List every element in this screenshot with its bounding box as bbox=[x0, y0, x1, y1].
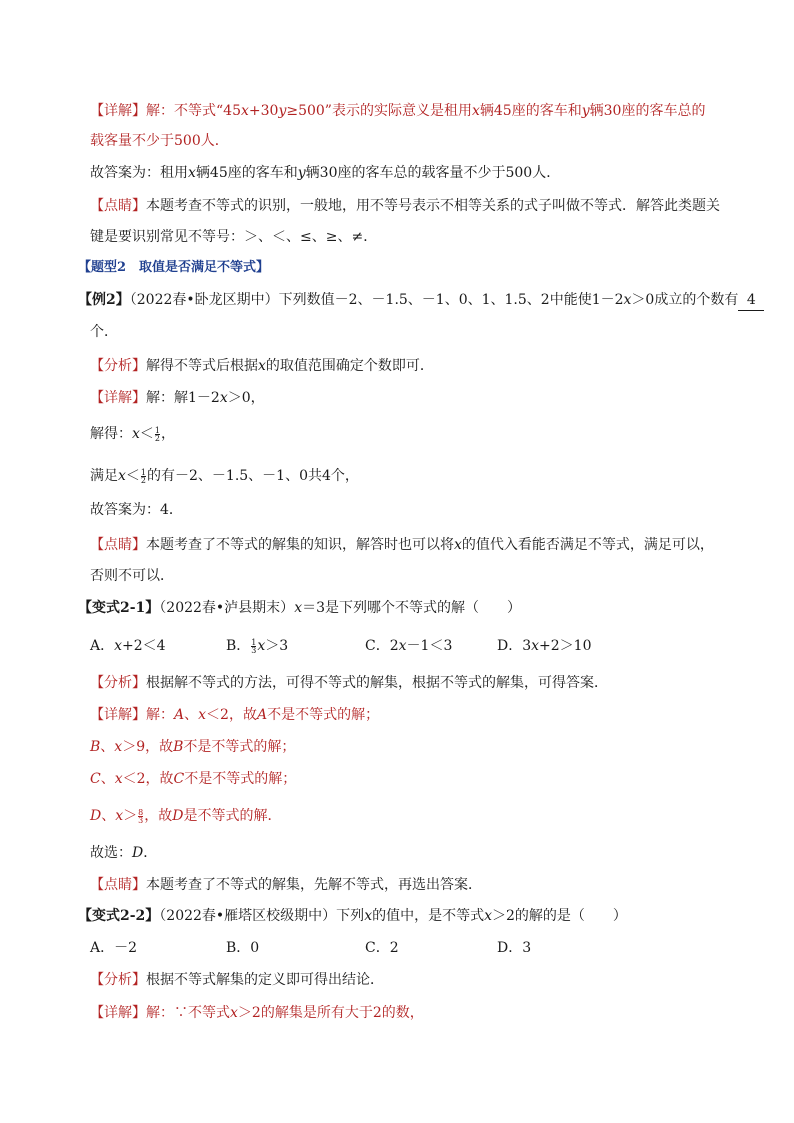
variant-2-1-detail-d: D、x＞ $\frac{8}{3}$ ，故D是不等式的解． bbox=[90, 807, 282, 825]
variant-2-1-comment: 【点睛】本题考查了不等式的解集，先解不等式，再选出答案． bbox=[90, 877, 482, 893]
example-2-comment-1: 【点睛】本题考查了不等式的解集的知识，解答时也可以将x的值代入看能否满足不等式，满足可以， bbox=[90, 537, 714, 553]
detail-line-2: 载客量不少于500人． bbox=[90, 133, 229, 149]
example-2-answer: 故答案为：4． bbox=[90, 502, 183, 518]
variant-2-2-option-c[interactable]: C．2 bbox=[365, 940, 399, 956]
example-2-question-cont: 个． bbox=[90, 324, 118, 340]
fraction-one-half: $\frac{1}{2}$ bbox=[140, 467, 146, 485]
variant-2-1-option-a[interactable]: A．x+2＜4 bbox=[90, 638, 166, 654]
example-2-question: 【例2】（2022春•卧龙区期中）下列数值－2、－1.5、－1、0、1、1.5、2中能使1－2x＞0成立的个数有 4 bbox=[78, 290, 764, 311]
variant-2-2-option-b[interactable]: B．0 bbox=[226, 940, 260, 956]
comment-line-1: 【点睛】本题考查不等式的识别，一般地，用不等号表示不相等关系的式子叫做不等式．解答此类题关 bbox=[90, 198, 720, 214]
example-2-detail: 【详解】解：解1－2x＞0， bbox=[90, 390, 265, 406]
variant-2-1-question: 【变式2-1】（2022春•泸县期末）x＝3是下列哪个不等式的解（ ） bbox=[78, 600, 522, 616]
variant-2-1-detail-b: B、x＞9，故B不是不等式的解； bbox=[90, 739, 296, 755]
answer-blank: 4 bbox=[738, 290, 764, 311]
variant-2-2-question: 【变式2-2】（2022春•雁塔区校级期中）下列x的值中，是不等式x＞2的解的是（ ） bbox=[78, 908, 627, 924]
comment-tag: 【点睛】 bbox=[90, 198, 146, 214]
variant-2-1-option-b[interactable]: B． $\frac{1}{3}$ x＞3 bbox=[226, 637, 289, 655]
variant-2-1-option-c[interactable]: C．2x－1＜3 bbox=[365, 638, 453, 654]
variant-2-1-detail-a: 【详解】解：A、x＜2，故A不是不等式的解； bbox=[90, 707, 380, 723]
detail-line-1: 【详解】解：不等式“45x+30y≥500”表示的实际意义是租用x辆45座的客车和y辆30座的客车总的 bbox=[90, 103, 706, 119]
fraction-one-half: $\frac{1}{2}$ bbox=[154, 425, 160, 443]
variant-2-2-option-a[interactable]: A．－2 bbox=[90, 940, 138, 956]
answer-line: 故答案为：租用x辆45座的客车和y辆30座的客车总的载客量不少于500人． bbox=[90, 165, 561, 181]
detail-tag: 【详解】 bbox=[90, 103, 146, 119]
variant-2-2-option-d[interactable]: D．3 bbox=[497, 940, 532, 956]
comment-line-2: 键是要识别常见不等号：＞、＜、≤、≥、≠． bbox=[90, 229, 378, 245]
fraction-eight-thirds: $\frac{8}{3}$ bbox=[138, 807, 144, 825]
example-2-analysis: 【分析】解得不等式后根据x的取值范围确定个数即可． bbox=[90, 358, 434, 374]
variant-2-1-analysis: 【分析】根据解不等式的方法，可得不等式的解集，根据不等式的解集，可得答案． bbox=[90, 675, 608, 691]
topic-2-heading: 【题型2 取值是否满足不等式】 bbox=[78, 260, 270, 275]
example-2-solved: 解得：x＜ $\frac{1}{2}$ ， bbox=[90, 425, 175, 443]
variant-2-2-analysis: 【分析】根据不等式解集的定义即可得出结论． bbox=[90, 972, 384, 988]
example-2-comment-2: 否则不可以． bbox=[90, 568, 174, 584]
variant-2-1-choose: 故选：D． bbox=[90, 845, 158, 861]
fraction-one-third: $\frac{1}{3}$ bbox=[251, 637, 257, 655]
variant-2-2-detail: 【详解】解：∵不等式x＞2的解集是所有大于2的数， bbox=[90, 1005, 424, 1021]
example-2-satisfy: 满足x＜ $\frac{1}{2}$ 的有－2、－1.5、－1、0共4个， bbox=[90, 467, 359, 485]
variant-2-1-option-d[interactable]: D．3x+2＞10 bbox=[497, 638, 592, 654]
variant-2-1-detail-c: C、x＜2，故C不是不等式的解； bbox=[90, 771, 297, 787]
